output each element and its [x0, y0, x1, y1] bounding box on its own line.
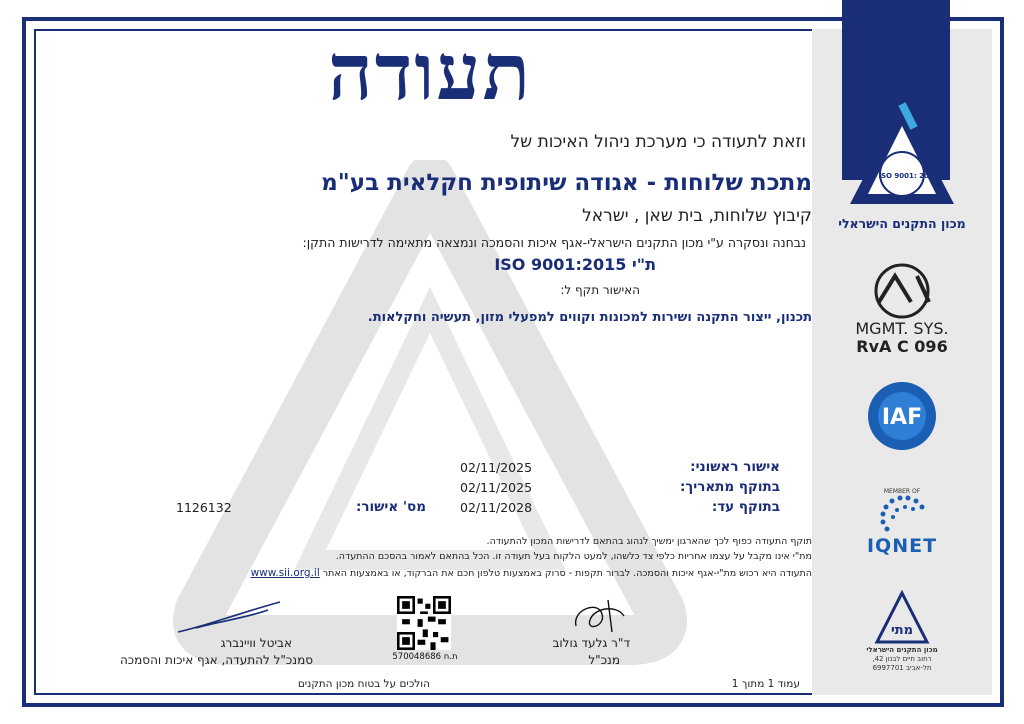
- mati-address-2: תל-אביב 6997701: [872, 664, 932, 673]
- mati-logo: [812, 590, 992, 673]
- valid-until-label: בתוקף עד:: [711, 499, 780, 515]
- iqnet-text: IQNET: [866, 535, 938, 557]
- standard-name: [494, 255, 656, 274]
- left-signature-icon: [176, 596, 286, 636]
- left-signatory-name: אביטל וויינברג: [220, 636, 292, 650]
- note-line-3-text: התעודה היא רכוש מת"י-אגף איכות והסמכה. לברור תקפות - סרוק באמצעות טלפון חכם את הברקוד, או באמצעות האתר: [322, 568, 812, 579]
- right-signatory-name: ד"ר גלעד גולוב: [552, 636, 630, 650]
- sii-logo: [812, 98, 992, 231]
- iaf-logo: [812, 380, 992, 452]
- rva-logo: [812, 262, 992, 355]
- qr-code-icon[interactable]: [397, 596, 451, 650]
- rva-line-1: MGMT. SYS.: [855, 319, 949, 338]
- sii-seal-text: ת"י ISO 9001: 2015: [865, 172, 939, 180]
- sii-caption: מכון התקנים הישראלי: [838, 216, 966, 231]
- first-approval-label: אישור ראשוני:: [690, 459, 780, 475]
- right-signatory-title: מנכ"ל: [588, 653, 620, 667]
- standard-text: ISO 9001:2015 ת"י: [494, 255, 656, 274]
- rva-icon: [857, 262, 947, 320]
- scope-label: האישור תקף ל:: [560, 283, 640, 297]
- certificate-subtitle: וזאת לתעודה כי מערכת ניהול האיכות של: [510, 132, 806, 152]
- mati-text: מתי: [890, 623, 914, 638]
- note-line-2: מת"י אינו מקבל על עצמו אחריות כלפי צד כלשהו, למעט הלקוח בעל תעודה זו. הכל בהתאם לאמור בהסכם ההתעדה.: [335, 551, 812, 562]
- valid-until-date: 02/11/2028: [460, 500, 533, 515]
- iaf-text: IAF: [881, 405, 923, 430]
- qr-registration-number: ת.ח 570048686: [392, 652, 458, 662]
- page-number: עמוד 1 מתוך 1: [731, 678, 800, 690]
- iaf-badge-icon: [866, 380, 938, 452]
- first-approval-date: 02/11/2025: [460, 460, 533, 475]
- mati-triangle-icon: [874, 590, 930, 646]
- valid-from-date: 02/11/2025: [460, 480, 533, 495]
- examination-statement: נבחנה ונסקרה ע"י מכון התקנים הישראלי-אגף איכות והסמכה ונמצאה מתאימה לדרישות התקן:: [302, 235, 806, 250]
- company-address: קיבוץ שלוחות, בית שאן , ישראל: [582, 206, 812, 226]
- valid-from-label: בתוקף מתאריך:: [680, 479, 780, 495]
- right-signature-icon: [568, 596, 632, 638]
- note-line-3: [251, 567, 812, 579]
- company-name: מתכת שלוחות - אגודה שיתופית חקלאית בע"מ: [321, 170, 812, 196]
- rva-line-2: RvA C 096: [856, 336, 948, 356]
- certificate-title: תעודה: [327, 27, 533, 118]
- sii-website-link[interactable]: www.sii.org.il: [250, 567, 320, 579]
- footer-slogan: הולכים על בטוח מכון התקנים: [297, 678, 430, 690]
- mati-caption: מכון התקנים הישראלי: [866, 646, 938, 654]
- mati-address-1: רחוב חיים לבנון 42,: [872, 655, 932, 664]
- approval-number: 1126132: [176, 500, 232, 515]
- approval-number-label: מס' אישור:: [356, 499, 426, 515]
- iqnet-member-label: MEMBER OF: [883, 488, 921, 495]
- iqnet-dots-icon: [867, 495, 937, 535]
- certificate-scope: תכנון, ייצור התקנה ושירות למכונות וקווים למפעלי מזון, תעשיה וחקלאות.: [367, 310, 812, 325]
- note-line-1: תוקף התעודה כפוף לכך שהארגון ימשיך לנהוג בהתאם לדרישות המכון להתעודה.: [486, 536, 812, 547]
- sii-triangle-seal-icon: [842, 98, 962, 216]
- iqnet-logo: [812, 488, 992, 557]
- left-signatory-title: סמנכ"ל להתעדה, אגף איכות והסמכה: [119, 653, 313, 667]
